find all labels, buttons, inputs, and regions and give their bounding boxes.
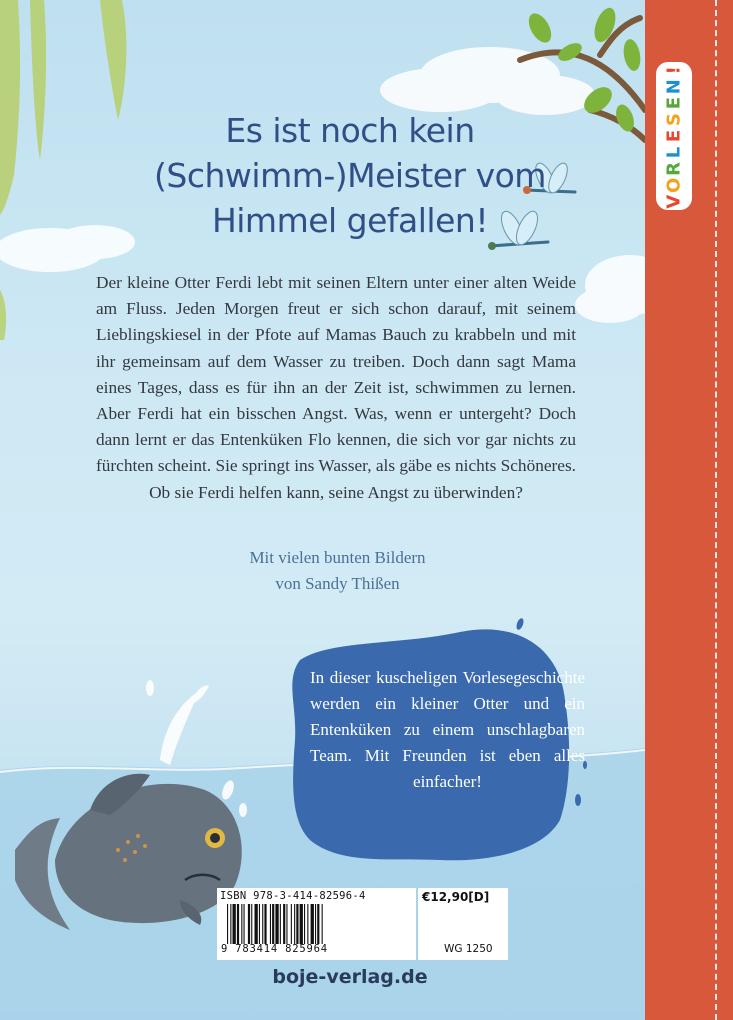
headline-line-1: Es ist noch kein [225, 111, 475, 150]
price: €12,90[D] [422, 890, 490, 904]
isbn-label: ISBN 978-3-414-82596-4 [220, 890, 366, 902]
logo-letter: E [663, 96, 685, 110]
barcode-digits: 9 783414 825964 [221, 943, 328, 955]
logo-letter: V [663, 194, 685, 209]
logo-letter: R [663, 161, 685, 176]
headline [150, 108, 550, 243]
cloud-left [0, 225, 135, 272]
illustrator-credit [150, 545, 525, 597]
blurb-text: Der kleine Otter Ferdi lebt mit seinen Eltern unter einer alten Weide am Fluss. Jeden Morgen freut er sich schon darauf, mit seinem Lieblingskiesel in der Pfote auf Mamas Bauch zu krabbeln und mit ihr gemeinsam auf dem Wasser zu treiben. Doch dann sagt Mama eines Tages, dass es für ihn an der Zeit ist, schwimmen zu lernen. Aber Ferdi hat ein bisschen Angst. Was, wenn er untergeht? Doch dann lernt er das Entenküken Flo kennen, die sich vor gar nichts zu fürchten scheint. Sie springt ins Wasser, als gäbe es nichts Schöneres. Ob sie Ferdi helfen kann, seine Angst zu überwinden? [96, 273, 576, 502]
logo-letter: ! [663, 66, 685, 75]
logo-letter: O [663, 177, 685, 193]
headline-line-3: Himmel gefallen! [211, 201, 489, 240]
headline-line-2: (Schwimm-)Meister vom [154, 156, 546, 195]
credit-line-2: von Sandy Thißen [275, 574, 400, 593]
isbn-barcode-box [217, 888, 416, 960]
warengruppe: WG 1250 [444, 943, 493, 955]
barcode-image [227, 904, 411, 944]
spine-dashed-line [715, 0, 717, 1020]
logo-letter: L [663, 146, 685, 159]
vorlesen-logo [654, 62, 694, 210]
credit-line-1: Mit vielen bunten Bildern [249, 548, 426, 567]
speech-bubble-text: In dieser kuscheligen Vorlesegeschichte werden ein kleiner Otter und ein Entenküken zu einem unschlagbaren Team. Mit Freunden ist eben alles einfacher! [310, 668, 585, 791]
logo-letter: S [663, 113, 685, 127]
logo-letter: E [663, 129, 685, 143]
logo-letter: N [663, 79, 685, 95]
price-box [418, 888, 508, 960]
publisher-website: boje-verlag.de [272, 966, 428, 988]
